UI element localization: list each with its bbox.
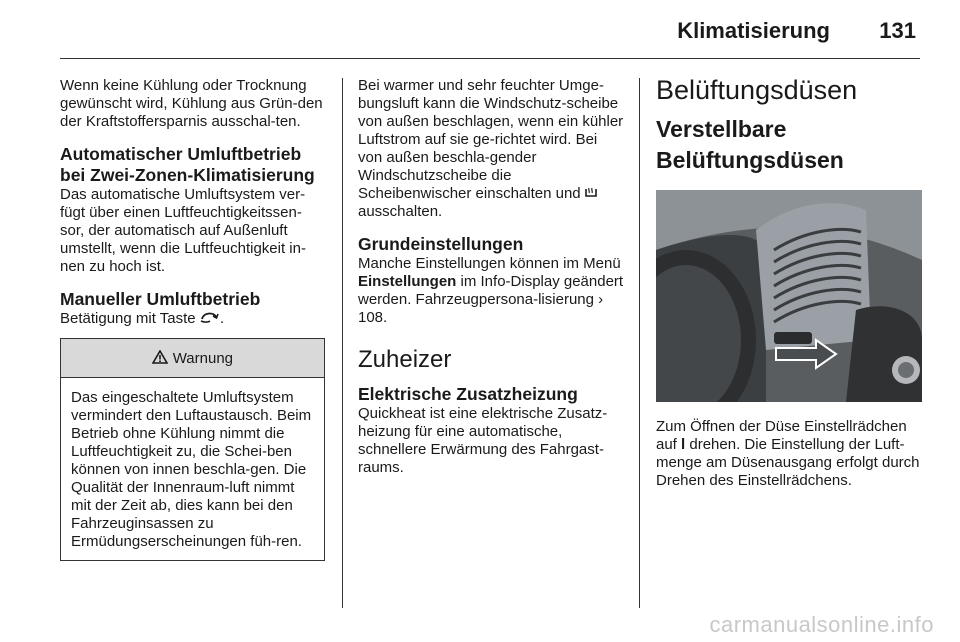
defrost-icon [585,185,597,203]
page-reference-arrow: › [598,291,604,308]
column-1 [60,77,325,561]
settings-menu-label: Einstellungen [358,273,457,290]
electric-heater-text: Quickheat ist eine elektrische Zusatz-heizung für eine automatische, schnellere Erwärmung des Fahrgast-raums. [358,405,608,476]
warning-header [61,339,324,378]
defrost-icon-svg [585,186,597,198]
watermark: carmanualsonline.info [709,612,934,637]
marker-l: l [681,436,686,453]
recirculation-icon [200,310,220,328]
intro-paragraph: Wenn keine Kühlung oder Trocknung gewünscht wird, Kühlung aus Grün-den der Kraftstoffersparnis ausschal-ten. [60,77,323,130]
adjustable-vents-heading-line1: Verstellbare [656,116,787,142]
recirculation-icon-svg [200,311,220,323]
vents-heading: Belüftungsdüsen [656,75,858,105]
basic-settings-heading: Grundeinstellungen [358,234,524,254]
heater-heading: Zuheizer [358,346,452,373]
column-3 [656,74,922,490]
column-divider-1 [342,78,343,608]
column-divider-2 [639,78,640,608]
warning-triangle-svg [152,350,168,364]
photo-caption: Zum Öffnen der Düse Einstellrädchen auf l drehen. Die Einstellung der Luft-menge am Düsenausgang erfolgt durch Drehen des Einstellrädchens. [656,418,920,489]
manual-recirc-heading: Manueller Umluftbetrieb [60,289,261,309]
auto-recirc-text: Das automatische Umluftsystem ver-fügt über einen Luftfeuchtigkeitssen-sor, der automatisch auf Außenluft umstellt, wenn die Luftfeuchtigkeit in-nen zu hoch ist. [60,186,306,275]
header-rule [60,58,920,59]
humid-paragraph: Bei warmer und sehr feuchter Umge-bungsluft kann die Windschutz-scheibe von außen beschlagen, wenn ein kühler Luftstrom auf sie ge-richtet wird. Bei von außen beschla-gender Windschutzscheibe die Scheibenwischer einschalten und ausschalten. [358,77,624,220]
basic-settings-text: Manche Einstellungen können im Menü Einstellungen im Info-Display geändert werden. Fahrzeugpersona-lisierung › 108. [358,255,624,326]
auto-recirc-heading-line2: bei Zwei-Zonen-Klimatisierung [60,165,315,185]
vent-thumbwheel [774,332,812,344]
auto-recirc-heading-line1: Automatischer Umluftbetrieb [60,144,302,164]
warning-box [60,338,325,561]
warning-text: Das eingeschaltete Umluftsystem vermindert den Luftaustausch. Beim Betrieb ohne Kühlung nimmt die Luftfeuchtigkeit zu, die Schei-ben können von innen beschla-gen. Die Qualität der Innenraum-luft nimmt mit der Zeit ab, dies kann bei den Fahrzeuginsassen zu Ermüdungserscheinungen füh-ren. [71,389,312,550]
air-vent-photo [656,190,922,402]
chapter-title: Klimatisierung [677,18,830,43]
adjustable-vents-heading-line2: Belüftungsdüsen [656,147,844,173]
warning-title: Warnung [172,350,234,367]
page-reference: 108. [358,309,388,326]
warning-icon [152,348,173,367]
manual-recirc-text: Betätigung mit Taste . [60,310,224,327]
electric-heater-heading: Elektrische Zusatzheizung [358,384,578,404]
column-2 [358,77,624,477]
page-number: 131 [879,18,916,43]
